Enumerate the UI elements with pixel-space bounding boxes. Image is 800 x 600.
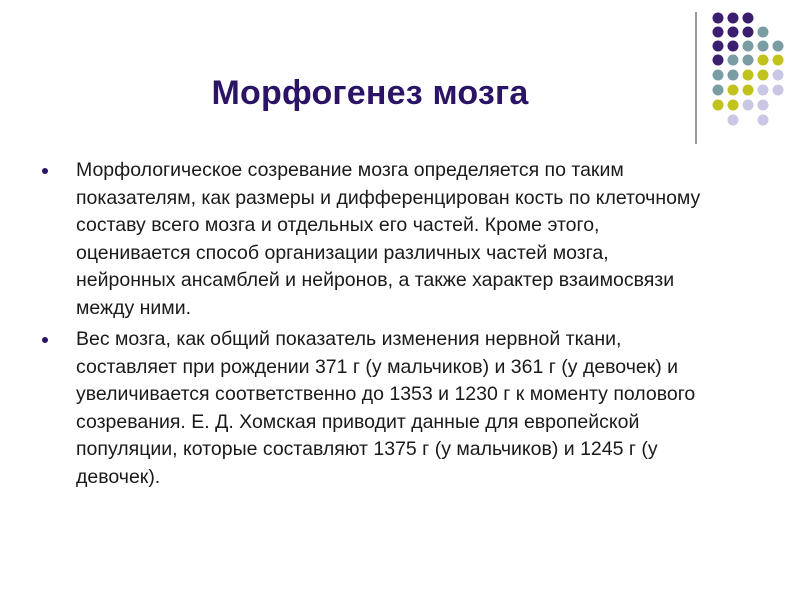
- decor-dot: [773, 41, 784, 52]
- bullet-point-icon: [42, 168, 48, 174]
- decor-dot: [758, 55, 769, 66]
- decor-dot: [743, 100, 754, 111]
- decor-dot: [758, 41, 769, 52]
- decor-dot: [743, 55, 754, 66]
- decor-dot: [743, 85, 754, 96]
- decor-dot: [713, 70, 724, 81]
- decor-dot: [773, 55, 784, 66]
- decor-dot: [728, 85, 739, 96]
- decor-dot: [728, 70, 739, 81]
- bullet-text: Вес мозга, как общий показатель изменения нервной ткани, составляет при рождении 371 г (у мальчиков) и 361 г (у девочек) и увеличивается соответственно до 1353 и 1230 г к моменту полового созревания. Е. Д. Хомская приводит данные для европейской популяции, которые составляют 1375 г (у мальчиков) и 1245 г (у девочек).: [76, 328, 696, 488]
- decor-dot: [728, 115, 739, 126]
- decor-dot: [758, 27, 769, 38]
- decor-dot: [773, 70, 784, 81]
- decor-dot: [758, 85, 769, 96]
- decor-dot: [728, 100, 739, 111]
- decor-dot: [713, 55, 724, 66]
- bullet-item: [40, 157, 740, 322]
- decor-dot: [743, 70, 754, 81]
- decor-dot: [743, 41, 754, 52]
- bullet-text: Морфологическое созревание мозга определяется по таким показателям, как размеры и дифференцирован кость по клеточному составу всего мозга и отдельных его частей. Кроме этого, оценивается способ организации различных частей мозга, нейронных ансамблей и нейронов, а также характер взаимосвязи между ними.: [76, 159, 701, 319]
- bullet-item: [40, 326, 740, 491]
- decor-dot: [773, 85, 784, 96]
- slide-title: Морфогенез мозга: [211, 74, 529, 112]
- decor-dot: [713, 41, 724, 52]
- decor-dot: [728, 41, 739, 52]
- slide-body: [40, 157, 740, 495]
- decor-dot: [758, 115, 769, 126]
- decor-dot: [743, 13, 754, 24]
- title-divider-line: [695, 12, 697, 144]
- bullet-point-icon: [42, 337, 48, 343]
- decor-dot: [728, 13, 739, 24]
- decor-dot: [713, 100, 724, 111]
- decor-dot: [728, 27, 739, 38]
- decor-dot: [713, 27, 724, 38]
- decor-dot: [758, 100, 769, 111]
- decor-dot: [713, 13, 724, 24]
- decor-dot: [758, 70, 769, 81]
- decor-dot: [728, 55, 739, 66]
- decor-dot: [713, 85, 724, 96]
- decor-dot: [743, 27, 754, 38]
